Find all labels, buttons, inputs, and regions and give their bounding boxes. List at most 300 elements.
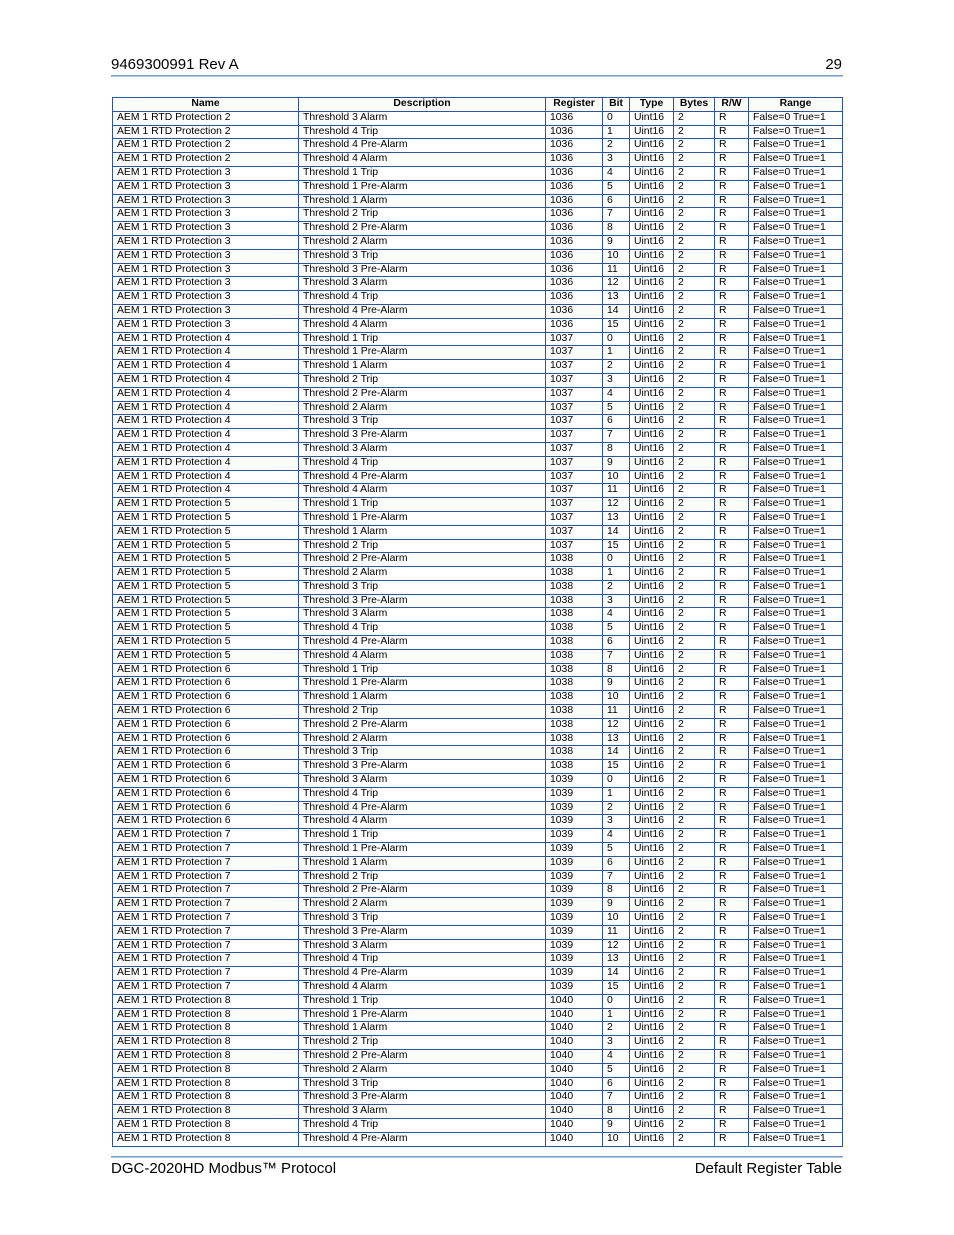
rw-cell: R [715, 718, 749, 732]
register-cell: 1039 [546, 912, 603, 926]
range-cell: False=0 True=1 [749, 622, 843, 636]
type-cell: Uint16 [630, 442, 674, 456]
type-cell: Uint16 [630, 277, 674, 291]
bytes-cell: 2 [674, 567, 715, 581]
bytes-cell: 2 [674, 539, 715, 553]
table-row [113, 567, 843, 581]
range-cell: False=0 True=1 [749, 1118, 843, 1132]
range-cell: False=0 True=1 [749, 1077, 843, 1091]
table-row [113, 663, 843, 677]
range-cell: False=0 True=1 [749, 1105, 843, 1119]
register-cell: 1039 [546, 953, 603, 967]
rw-cell: R [715, 539, 749, 553]
range-cell: False=0 True=1 [749, 856, 843, 870]
name-cell: AEM 1 RTD Protection 7 [113, 925, 299, 939]
rw-cell: R [715, 139, 749, 153]
range-cell: False=0 True=1 [749, 360, 843, 374]
description-cell: Threshold 3 Alarm [299, 442, 546, 456]
type-cell: Uint16 [630, 1063, 674, 1077]
description-cell: Threshold 2 Pre-Alarm [299, 387, 546, 401]
register-cell: 1039 [546, 843, 603, 857]
rw-cell: R [715, 567, 749, 581]
rw-cell: R [715, 1008, 749, 1022]
name-cell: AEM 1 RTD Protection 7 [113, 953, 299, 967]
bytes-cell: 2 [674, 194, 715, 208]
range-cell: False=0 True=1 [749, 194, 843, 208]
rw-cell: R [715, 249, 749, 263]
table-row [113, 856, 843, 870]
bytes-cell: 2 [674, 263, 715, 277]
register-cell: 1038 [546, 608, 603, 622]
description-cell: Threshold 4 Trip [299, 622, 546, 636]
name-cell: AEM 1 RTD Protection 7 [113, 884, 299, 898]
bytes-cell: 2 [674, 732, 715, 746]
bit-cell: 0 [603, 553, 630, 567]
name-cell: AEM 1 RTD Protection 6 [113, 746, 299, 760]
bytes-cell: 2 [674, 1132, 715, 1146]
description-cell: Threshold 2 Pre-Alarm [299, 718, 546, 732]
range-cell: False=0 True=1 [749, 166, 843, 180]
footer-document-title: DGC-2020HD Modbus™ Protocol [111, 1160, 337, 1177]
type-cell: Uint16 [630, 470, 674, 484]
range-cell: False=0 True=1 [749, 415, 843, 429]
register-cell: 1037 [546, 401, 603, 415]
range-cell: False=0 True=1 [749, 746, 843, 760]
type-cell: Uint16 [630, 787, 674, 801]
bit-cell: 12 [603, 277, 630, 291]
type-cell: Uint16 [630, 553, 674, 567]
description-cell: Threshold 3 Alarm [299, 111, 546, 125]
bit-cell: 3 [603, 815, 630, 829]
table-row [113, 622, 843, 636]
table-row [113, 718, 843, 732]
bytes-cell: 2 [674, 1091, 715, 1105]
bit-cell: 6 [603, 194, 630, 208]
table-row [113, 332, 843, 346]
name-cell: AEM 1 RTD Protection 5 [113, 511, 299, 525]
range-cell: False=0 True=1 [749, 553, 843, 567]
rw-cell: R [715, 498, 749, 512]
bytes-cell: 2 [674, 511, 715, 525]
type-cell: Uint16 [630, 401, 674, 415]
range-cell: False=0 True=1 [749, 774, 843, 788]
bit-cell: 9 [603, 1118, 630, 1132]
bytes-cell: 2 [674, 760, 715, 774]
page-number: 29 [825, 56, 842, 73]
rw-cell: R [715, 153, 749, 167]
table-row [113, 1049, 843, 1063]
table-row [113, 787, 843, 801]
description-cell: Threshold 1 Alarm [299, 856, 546, 870]
table-row [113, 967, 843, 981]
rw-cell: R [715, 429, 749, 443]
type-cell: Uint16 [630, 249, 674, 263]
range-cell: False=0 True=1 [749, 429, 843, 443]
rw-cell: R [715, 456, 749, 470]
rw-cell: R [715, 111, 749, 125]
name-cell: AEM 1 RTD Protection 7 [113, 843, 299, 857]
register-cell: 1037 [546, 511, 603, 525]
range-cell: False=0 True=1 [749, 1132, 843, 1146]
description-cell: Threshold 1 Pre-Alarm [299, 677, 546, 691]
bytes-cell: 2 [674, 994, 715, 1008]
range-cell: False=0 True=1 [749, 912, 843, 926]
range-cell: False=0 True=1 [749, 870, 843, 884]
bit-cell: 13 [603, 511, 630, 525]
range-cell: False=0 True=1 [749, 235, 843, 249]
description-cell: Threshold 4 Alarm [299, 649, 546, 663]
table-row [113, 1063, 843, 1077]
bit-cell: 5 [603, 622, 630, 636]
page-header [111, 56, 842, 76]
description-cell: Threshold 4 Alarm [299, 484, 546, 498]
register-cell: 1037 [546, 373, 603, 387]
range-cell: False=0 True=1 [749, 442, 843, 456]
description-cell: Threshold 4 Alarm [299, 815, 546, 829]
table-row [113, 125, 843, 139]
bit-cell: 8 [603, 884, 630, 898]
table-row [113, 153, 843, 167]
name-cell: AEM 1 RTD Protection 2 [113, 139, 299, 153]
type-cell: Uint16 [630, 1118, 674, 1132]
bytes-cell: 2 [674, 967, 715, 981]
name-cell: AEM 1 RTD Protection 7 [113, 981, 299, 995]
rw-cell: R [715, 967, 749, 981]
register-cell: 1036 [546, 180, 603, 194]
rw-cell: R [715, 511, 749, 525]
register-cell: 1040 [546, 994, 603, 1008]
table-row [113, 525, 843, 539]
name-cell: AEM 1 RTD Protection 3 [113, 235, 299, 249]
range-cell: False=0 True=1 [749, 898, 843, 912]
register-cell: 1038 [546, 594, 603, 608]
range-cell: False=0 True=1 [749, 498, 843, 512]
register-cell: 1039 [546, 870, 603, 884]
table-body [113, 111, 843, 1146]
table-row [113, 360, 843, 374]
bytes-cell: 2 [674, 498, 715, 512]
bytes-cell: 2 [674, 484, 715, 498]
bit-cell: 5 [603, 180, 630, 194]
register-cell: 1036 [546, 194, 603, 208]
table-row [113, 194, 843, 208]
name-cell: AEM 1 RTD Protection 5 [113, 567, 299, 581]
name-cell: AEM 1 RTD Protection 4 [113, 484, 299, 498]
table-row [113, 553, 843, 567]
register-cell: 1036 [546, 304, 603, 318]
range-cell: False=0 True=1 [749, 180, 843, 194]
description-cell: Threshold 3 Alarm [299, 277, 546, 291]
type-cell: Uint16 [630, 539, 674, 553]
table-row [113, 511, 843, 525]
description-cell: Threshold 1 Alarm [299, 194, 546, 208]
name-cell: AEM 1 RTD Protection 3 [113, 304, 299, 318]
bit-cell: 2 [603, 580, 630, 594]
register-cell: 1037 [546, 498, 603, 512]
bit-cell: 15 [603, 539, 630, 553]
type-cell: Uint16 [630, 994, 674, 1008]
rw-cell: R [715, 125, 749, 139]
table-row [113, 484, 843, 498]
bytes-cell: 2 [674, 746, 715, 760]
register-cell: 1040 [546, 1091, 603, 1105]
register-cell: 1036 [546, 153, 603, 167]
rw-cell: R [715, 677, 749, 691]
range-cell: False=0 True=1 [749, 732, 843, 746]
description-cell: Threshold 4 Pre-Alarm [299, 636, 546, 650]
bit-cell: 13 [603, 953, 630, 967]
range-cell: False=0 True=1 [749, 208, 843, 222]
table-header-row [113, 98, 843, 112]
table-row [113, 580, 843, 594]
rw-cell: R [715, 180, 749, 194]
description-cell: Threshold 2 Alarm [299, 567, 546, 581]
description-cell: Threshold 3 Pre-Alarm [299, 1091, 546, 1105]
name-cell: AEM 1 RTD Protection 8 [113, 1118, 299, 1132]
rw-cell: R [715, 787, 749, 801]
register-cell: 1038 [546, 636, 603, 650]
description-cell: Threshold 2 Trip [299, 539, 546, 553]
bytes-cell: 2 [674, 1036, 715, 1050]
bit-cell: 5 [603, 843, 630, 857]
register-cell: 1040 [546, 1118, 603, 1132]
register-cell: 1037 [546, 470, 603, 484]
bit-cell: 7 [603, 1091, 630, 1105]
type-cell: Uint16 [630, 498, 674, 512]
bytes-cell: 2 [674, 415, 715, 429]
name-cell: AEM 1 RTD Protection 8 [113, 1105, 299, 1119]
name-cell: AEM 1 RTD Protection 6 [113, 760, 299, 774]
bit-cell: 7 [603, 870, 630, 884]
type-cell: Uint16 [630, 111, 674, 125]
rw-cell: R [715, 732, 749, 746]
register-cell: 1037 [546, 442, 603, 456]
table-row [113, 1091, 843, 1105]
register-cell: 1037 [546, 332, 603, 346]
column-header-bytes: Bytes [674, 98, 715, 112]
column-header-name: Name [113, 98, 299, 112]
type-cell: Uint16 [630, 677, 674, 691]
rw-cell: R [715, 415, 749, 429]
type-cell: Uint16 [630, 125, 674, 139]
range-cell: False=0 True=1 [749, 484, 843, 498]
column-header-rw: R/W [715, 98, 749, 112]
range-cell: False=0 True=1 [749, 760, 843, 774]
name-cell: AEM 1 RTD Protection 6 [113, 718, 299, 732]
table-row [113, 746, 843, 760]
bit-cell: 7 [603, 429, 630, 443]
range-cell: False=0 True=1 [749, 1091, 843, 1105]
bytes-cell: 2 [674, 1118, 715, 1132]
type-cell: Uint16 [630, 815, 674, 829]
bytes-cell: 2 [674, 318, 715, 332]
range-cell: False=0 True=1 [749, 843, 843, 857]
table-row [113, 180, 843, 194]
table-row [113, 498, 843, 512]
register-cell: 1036 [546, 139, 603, 153]
description-cell: Threshold 1 Alarm [299, 691, 546, 705]
table-row [113, 815, 843, 829]
type-cell: Uint16 [630, 594, 674, 608]
name-cell: AEM 1 RTD Protection 7 [113, 939, 299, 953]
name-cell: AEM 1 RTD Protection 7 [113, 870, 299, 884]
bytes-cell: 2 [674, 718, 715, 732]
register-cell: 1037 [546, 525, 603, 539]
bytes-cell: 2 [674, 208, 715, 222]
bit-cell: 2 [603, 1022, 630, 1036]
bit-cell: 6 [603, 856, 630, 870]
bit-cell: 9 [603, 898, 630, 912]
description-cell: Threshold 4 Trip [299, 291, 546, 305]
register-cell: 1038 [546, 580, 603, 594]
type-cell: Uint16 [630, 1132, 674, 1146]
name-cell: AEM 1 RTD Protection 2 [113, 153, 299, 167]
name-cell: AEM 1 RTD Protection 3 [113, 166, 299, 180]
table-row [113, 801, 843, 815]
bytes-cell: 2 [674, 553, 715, 567]
register-cell: 1040 [546, 1022, 603, 1036]
register-cell: 1038 [546, 718, 603, 732]
table-row [113, 415, 843, 429]
bit-cell: 13 [603, 291, 630, 305]
name-cell: AEM 1 RTD Protection 5 [113, 608, 299, 622]
table-row [113, 470, 843, 484]
footer-section-title: Default Register Table [694, 1160, 842, 1177]
register-cell: 1036 [546, 166, 603, 180]
type-cell: Uint16 [630, 360, 674, 374]
description-cell: Threshold 2 Trip [299, 208, 546, 222]
name-cell: AEM 1 RTD Protection 8 [113, 1008, 299, 1022]
type-cell: Uint16 [630, 567, 674, 581]
table-row [113, 401, 843, 415]
bit-cell: 1 [603, 567, 630, 581]
description-cell: Threshold 1 Pre-Alarm [299, 843, 546, 857]
type-cell: Uint16 [630, 870, 674, 884]
register-cell: 1039 [546, 829, 603, 843]
range-cell: False=0 True=1 [749, 981, 843, 995]
name-cell: AEM 1 RTD Protection 7 [113, 898, 299, 912]
rw-cell: R [715, 663, 749, 677]
type-cell: Uint16 [630, 387, 674, 401]
register-cell: 1038 [546, 732, 603, 746]
description-cell: Threshold 1 Trip [299, 994, 546, 1008]
description-cell: Threshold 4 Alarm [299, 981, 546, 995]
column-header-type: Type [630, 98, 674, 112]
register-cell: 1038 [546, 746, 603, 760]
register-cell: 1038 [546, 622, 603, 636]
column-header-register: Register [546, 98, 603, 112]
bytes-cell: 2 [674, 373, 715, 387]
name-cell: AEM 1 RTD Protection 4 [113, 387, 299, 401]
register-cell: 1040 [546, 1105, 603, 1119]
bytes-cell: 2 [674, 249, 715, 263]
bytes-cell: 2 [674, 429, 715, 443]
rw-cell: R [715, 856, 749, 870]
rw-cell: R [715, 705, 749, 719]
type-cell: Uint16 [630, 194, 674, 208]
name-cell: AEM 1 RTD Protection 5 [113, 580, 299, 594]
table-row [113, 705, 843, 719]
type-cell: Uint16 [630, 484, 674, 498]
bytes-cell: 2 [674, 843, 715, 857]
table-row [113, 1132, 843, 1146]
bytes-cell: 2 [674, 705, 715, 719]
type-cell: Uint16 [630, 180, 674, 194]
type-cell: Uint16 [630, 235, 674, 249]
table-row [113, 912, 843, 926]
description-cell: Threshold 2 Pre-Alarm [299, 222, 546, 236]
description-cell: Threshold 3 Pre-Alarm [299, 429, 546, 443]
bit-cell: 0 [603, 774, 630, 788]
bit-cell: 6 [603, 1077, 630, 1091]
table-row [113, 732, 843, 746]
rw-cell: R [715, 277, 749, 291]
type-cell: Uint16 [630, 898, 674, 912]
table-row [113, 994, 843, 1008]
rw-cell: R [715, 235, 749, 249]
bytes-cell: 2 [674, 401, 715, 415]
rw-cell: R [715, 636, 749, 650]
table-row [113, 870, 843, 884]
bit-cell: 12 [603, 718, 630, 732]
description-cell: Threshold 3 Trip [299, 415, 546, 429]
rw-cell: R [715, 953, 749, 967]
register-cell: 1038 [546, 677, 603, 691]
name-cell: AEM 1 RTD Protection 6 [113, 705, 299, 719]
range-cell: False=0 True=1 [749, 373, 843, 387]
register-table [112, 97, 843, 1147]
range-cell: False=0 True=1 [749, 567, 843, 581]
bit-cell: 15 [603, 760, 630, 774]
description-cell: Threshold 1 Pre-Alarm [299, 1008, 546, 1022]
type-cell: Uint16 [630, 746, 674, 760]
table-row [113, 760, 843, 774]
bit-cell: 5 [603, 1063, 630, 1077]
table-row [113, 387, 843, 401]
bit-cell: 14 [603, 304, 630, 318]
range-cell: False=0 True=1 [749, 346, 843, 360]
type-cell: Uint16 [630, 373, 674, 387]
range-cell: False=0 True=1 [749, 139, 843, 153]
type-cell: Uint16 [630, 139, 674, 153]
name-cell: AEM 1 RTD Protection 3 [113, 180, 299, 194]
type-cell: Uint16 [630, 1008, 674, 1022]
bit-cell: 10 [603, 1132, 630, 1146]
range-cell: False=0 True=1 [749, 1008, 843, 1022]
table-row [113, 442, 843, 456]
register-cell: 1038 [546, 553, 603, 567]
bit-cell: 12 [603, 939, 630, 953]
bytes-cell: 2 [674, 153, 715, 167]
name-cell: AEM 1 RTD Protection 4 [113, 401, 299, 415]
type-cell: Uint16 [630, 967, 674, 981]
table-row [113, 1077, 843, 1091]
description-cell: Threshold 2 Alarm [299, 1063, 546, 1077]
range-cell: False=0 True=1 [749, 939, 843, 953]
bytes-cell: 2 [674, 1105, 715, 1119]
bytes-cell: 2 [674, 525, 715, 539]
type-cell: Uint16 [630, 774, 674, 788]
bit-cell: 1 [603, 125, 630, 139]
type-cell: Uint16 [630, 636, 674, 650]
type-cell: Uint16 [630, 760, 674, 774]
rw-cell: R [715, 291, 749, 305]
description-cell: Threshold 2 Trip [299, 870, 546, 884]
table-row [113, 649, 843, 663]
description-cell: Threshold 1 Pre-Alarm [299, 180, 546, 194]
name-cell: AEM 1 RTD Protection 3 [113, 291, 299, 305]
name-cell: AEM 1 RTD Protection 5 [113, 525, 299, 539]
